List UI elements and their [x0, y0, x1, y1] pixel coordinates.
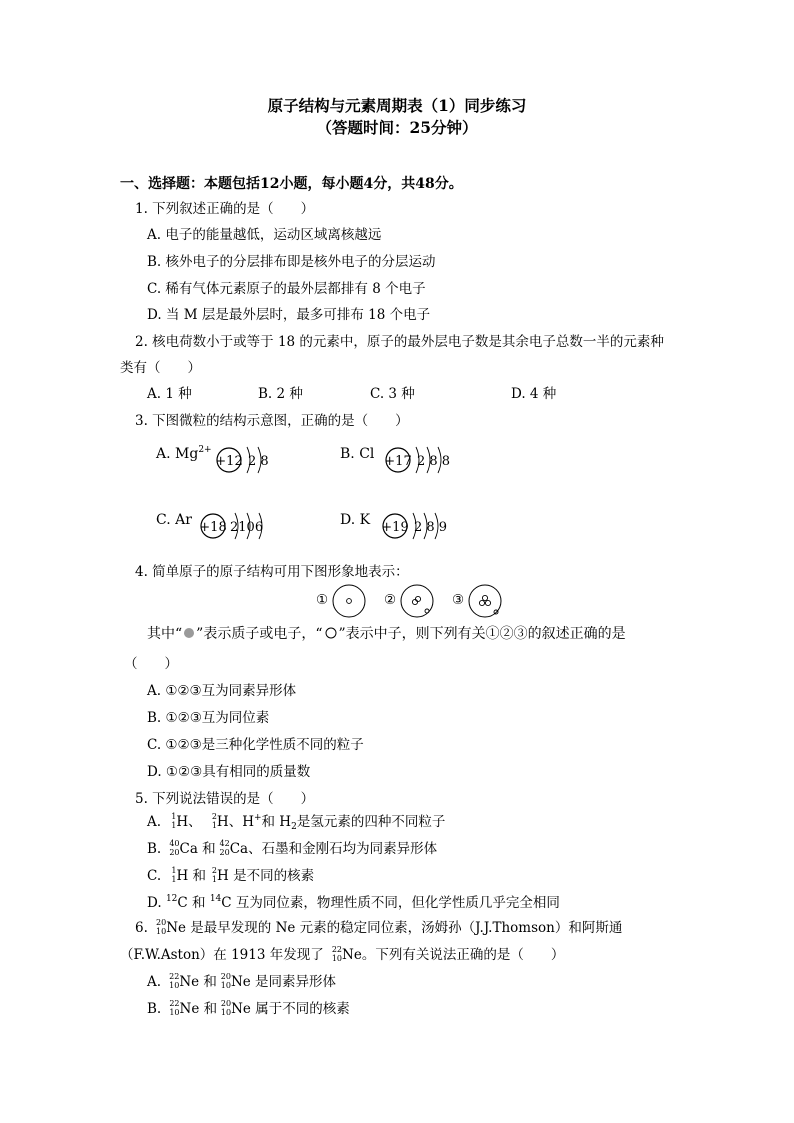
q4-atom-3-diagram [467, 583, 503, 619]
q5-stem: 5. 下列说法错误的是（ ） [135, 791, 315, 807]
q3-c-shells: 2106 [230, 520, 264, 535]
q5-option-b: B. 40 20 Ca 和 42 20 Ca、石墨和金刚石均为同素异形体 [147, 839, 438, 857]
q3-d-atom-structure [380, 510, 480, 544]
q4-option-a: A. ①②③互为同素异形体 [147, 683, 297, 699]
q1-option-b: B. 核外电子的分层排布即是核外电子的分层运动 [147, 254, 436, 270]
q4-option-c: C. ①②③是三种化学性质不同的粒子 [147, 737, 364, 753]
neutron-symbol-icon [323, 627, 339, 639]
q2-option-d: D. 4 种 [511, 386, 557, 402]
q4-answer-paren: （ ） [124, 656, 178, 672]
q2-option-a: A. 1 种 [147, 386, 192, 402]
q3-option-d-diagram [340, 510, 500, 544]
q2-stem-line2: 类有（ ） [120, 360, 201, 376]
q3-a-shells: 2 8 [248, 454, 269, 469]
q3-d-nucleus: +19 [381, 520, 409, 535]
q5-option-c: C. 1 1 H 和 2 1 H 是不同的核素 [147, 866, 315, 884]
q4-stem: 4. 简单原子的原子结构可用下图形象地表示： [135, 564, 409, 580]
q3-option-b-diagram [340, 444, 500, 478]
q3-d-shells: 2 8 9 [414, 520, 448, 535]
q2-option-c: C. 3 种 [370, 386, 415, 402]
q6-option-b: B. 22 10 Ne 和 20 10 Ne 属于不同的核素 [147, 999, 350, 1017]
q1-option-d: D. 当 M 层是最外层时，最多可排布 18 个电子 [147, 307, 431, 323]
q4-marker-1: ① [316, 592, 329, 608]
q3-b-nucleus: +17 [384, 454, 412, 469]
q3-option-a-diagram [156, 444, 316, 478]
q4-atom-2-diagram [399, 583, 435, 619]
q4-marker-2: ② [384, 592, 397, 608]
q6-stem-line2: （F.W.Aston）在 1913 年发现了 22 10 Ne。下列有关说法正确的是（ ） [120, 945, 565, 963]
q1-option-a: A. 电子的能量越低，运动区域离核越远 [147, 227, 382, 243]
q4-option-b: B. ①②③互为同位素 [147, 710, 270, 726]
q6-option-a: A. 22 10 Ne 和 20 10 Ne 是同素异形体 [147, 972, 337, 990]
q4-option-d: D. ①②③具有相同的质量数 [147, 764, 311, 780]
q3-b-label: B. Cl [340, 446, 375, 462]
q1-stem: 1. 下列叙述正确的是（ ） [135, 201, 315, 217]
q5-option-a: A. 1 1 H、 2 1 H、H+和 $H_2$是氢元素的四种不同粒子 [147, 812, 446, 832]
q3-a-nucleus: +12 [215, 454, 243, 469]
q3-c-atom-structure [198, 510, 298, 544]
q3-a-label: A. $Mg^{2+}$ [156, 445, 212, 462]
q4-atom-1-diagram [331, 583, 367, 619]
q3-option-c-diagram [156, 510, 316, 544]
q3-c-nucleus: +18 [199, 520, 227, 535]
proton-electron-symbol-icon [182, 627, 196, 639]
q3-b-atom-structure [383, 444, 483, 478]
section-heading: 一、选择题：本题包括12小题，每小题4分，共48分。 [120, 176, 463, 192]
q4-marker-3: ③ [452, 592, 465, 608]
q2-stem-line1: 2. 核电荷数小于或等于 18 的元素中，原子的最外层电子数是其余电子总数一半的元素种 [135, 334, 664, 350]
page-subtitle: （答题时间：25分钟） [316, 118, 478, 137]
q5-option-d: D. $^{12}$C 和 $^{14}$C 互为同位素，物理性质不同，但化学性质几乎完全相同 [147, 894, 560, 911]
q2-option-b: B. 2 种 [258, 386, 303, 402]
q3-stem: 3. 下图微粒的结构示意图，正确的是（ ） [135, 413, 409, 429]
page-title: 原子结构与元素周期表（1）同步练习 [267, 96, 527, 115]
q6-stem-line1: 6. 20 10 Ne 是最早发现的 Ne 元素的稳定同位素，汤姆孙（J.J.Thomson）和阿斯通 [135, 918, 623, 936]
q3-a-atom-structure [214, 444, 304, 478]
q1-option-c: C. 稀有气体元素原子的最外层都排有 8 个电子 [147, 281, 426, 297]
q3-b-shells: 2 8 8 [417, 454, 451, 469]
q3-c-label: C. Ar [156, 512, 192, 528]
q4-legend-line: 其中“ ”表示质子或电子，“ ”表示中子，则下列有关①②③的叙述正确的是 [147, 626, 626, 642]
q3-d-label: D. K [340, 512, 371, 528]
